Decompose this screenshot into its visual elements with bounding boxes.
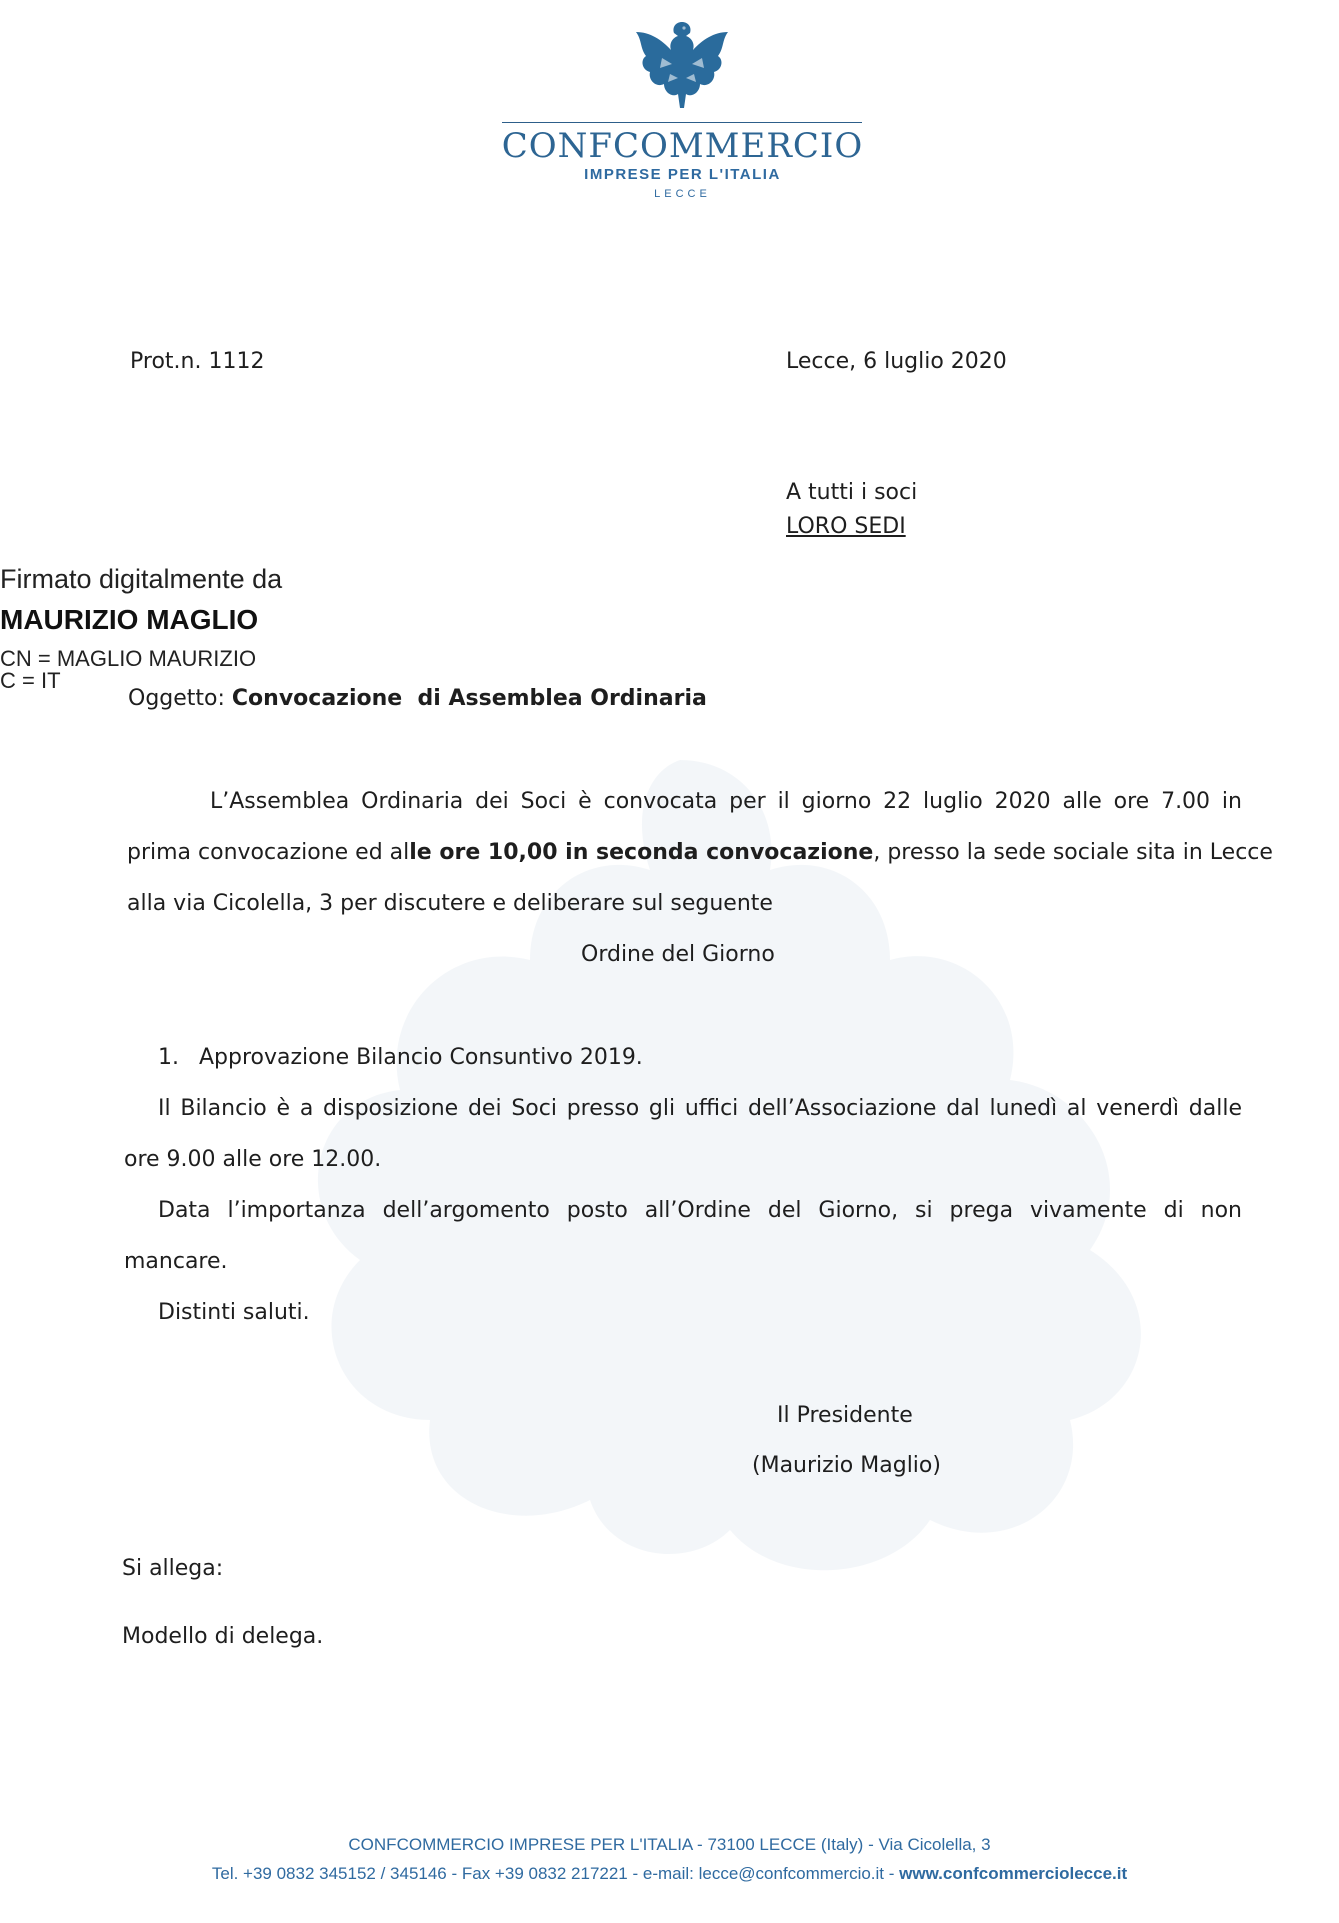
confcommercio-logo — [500, 18, 865, 208]
attachments-label: Si allega: — [122, 1556, 224, 1581]
paragraph-2-line-2: ore 9.00 alle ore 12.00. — [124, 1147, 382, 1172]
footer-website-link[interactable]: www.confcommerciolecce.it — [899, 1864, 1128, 1883]
recipient-line-1: A tutti i soci — [786, 480, 918, 505]
subject-text: Convocazione di Assemblea Ordinaria — [231, 686, 707, 711]
signer-name: MAURIZIO MAGLIO — [0, 604, 259, 635]
protocol-number: Prot.n. 1112 — [130, 349, 265, 374]
recipient-line-2: LORO SEDI — [786, 514, 906, 539]
paragraph-1-line-2-end: , presso la sede sociale sita in Lecce — [873, 840, 1273, 865]
attachment-item: Modello di delega. — [122, 1624, 324, 1649]
paragraph-1-line-2-start: prima convocazione ed al — [127, 840, 410, 865]
paragraph-2-line-1: Il Bilancio è a disposizione dei Soci presso gli uffici dell’Associazione dal lunedì al venerdì dalle — [158, 1096, 1242, 1121]
subject-line — [128, 686, 707, 712]
signature-country: C = IT — [0, 668, 61, 693]
signatory-title: Il Presidente — [777, 1403, 913, 1428]
agenda-title: Ordine del Giorno — [581, 942, 775, 967]
paragraph-3-line-2: mancare. — [124, 1249, 228, 1274]
logo-city: LECCE — [654, 188, 711, 200]
footer-contacts — [0, 1864, 1339, 1884]
paragraph-1-line-1: L’Assemblea Ordinaria dei Soci è convocata per il giorno 22 luglio 2020 alle ore 7.00 in — [210, 789, 1242, 814]
closing-salutation: Distinti saluti. — [158, 1300, 310, 1325]
signature-label: Firmato digitalmente da — [0, 564, 283, 594]
subject-label: Oggetto: — [128, 686, 225, 711]
logo-name: CONFCOMMERCIO — [501, 126, 864, 166]
letter-date: Lecce, 6 luglio 2020 — [786, 349, 1007, 374]
paragraph-1-line-3: alla via Cicolella, 3 per discutere e deliberare sul seguente — [127, 891, 773, 916]
paragraph-1-line-2 — [127, 840, 1273, 866]
signature-cn: CN = MAGLIO MAURIZIO — [0, 646, 257, 671]
logo-divider — [502, 122, 862, 123]
paragraph-3-line-1: Data l’importanza dell’argomento posto all’Ordine del Giorno, si prega vivamente di non — [158, 1198, 1242, 1223]
footer-contacts-text: Tel. +39 0832 345152 / 345146 - Fax +39 0832 217221 - e-mail: lecce@confcommercio.it - — [211, 1864, 900, 1883]
agenda-item-number: 1. — [158, 1045, 179, 1070]
footer-address: CONFCOMMERCIO IMPRESE PER L'ITALIA - 73100 LECCE (Italy) - Via Cicolella, 3 — [348, 1835, 991, 1854]
paragraph-1-line-2-bold: le ore 10,00 in seconda convocazione — [409, 840, 874, 865]
signatory-name: (Maurizio Maglio) — [752, 1453, 941, 1478]
agenda-item: Approvazione Bilancio Consuntivo 2019. — [199, 1045, 643, 1070]
logo-subtitle: IMPRESE PER L'ITALIA — [584, 166, 781, 183]
eagle-logo-icon — [632, 18, 732, 113]
